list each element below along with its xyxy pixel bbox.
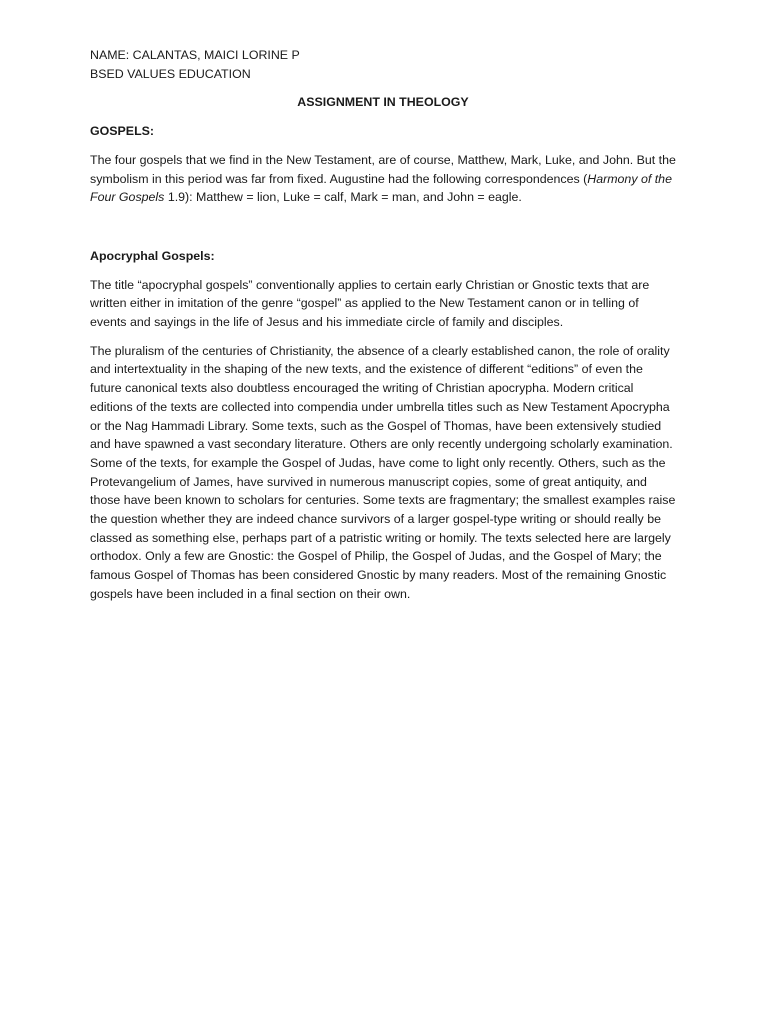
gospels-text-before: The four gospels that we find in the New Testament, are of course, Matthew, Mark, Luke, and John. But the symbolism in this period was far from fixed. Augustine had the following correspondences ( (90, 152, 676, 186)
document-title: ASSIGNMENT IN THEOLOGY (297, 95, 469, 110)
apocryphal-heading: Apocryphal Gospels: (90, 248, 215, 263)
apocryphal-paragraph-1: The title “apocryphal gospels” conventionally applies to certain early Christian or Gnostic texts that are written either in imitation of the genre “gospel” as applied to the New Testament canon or in telling of events and sayings in the life of Jesus and his immediate circle of family and disciples. (90, 277, 650, 330)
student-name: NAME: CALANTAS, MAICI LORINE P (90, 48, 300, 62)
document-page (90, 46, 676, 604)
student-course: BSED VALUES EDUCATION (90, 66, 251, 81)
gospels-text-after: 1.9): Matthew = lion, Luke = calf, Mark = man, and John = eagle. (164, 190, 522, 205)
gospels-paragraph (90, 151, 676, 207)
gospels-heading: GOSPELS: (90, 124, 155, 139)
apocryphal-paragraph-2: The pluralism of the centuries of Christianity, the absence of a clearly established canon, the role of orality and intertextuality in the shaping of the new texts, and the existence of different “editions” of even the future canonical texts also doubtless encouraged the writing of Christian apocrypha. Modern critical editions of the texts are collected into compendia under umbrella titles such as New Testament Apocrypha or the Nag Hammadi Library. Some texts, such as the Gospel of Thomas, have been extensively studied and have spawned a vast secondary literature. Others are only recently undergoing scholarly examination. Some of the texts, for example the Gospel of Judas, have come to light only recently. Others, such as the Protevangelium of James, have survived in numerous manuscript copies, some of great antiquity, and those have been known to scholars for centuries. Some texts are fragmentary; the smallest examples raise the question whether they are indeed chance survivors of a larger gospel-type writing or should really be classed as something else, perhaps part of a patristic writing or homily. The texts selected here are largely orthodox. Only a few are Gnostic: the Gospel of Philip, the Gospel of Judas, and the Gospel of Mary; the famous Gospel of Thomas has been considered Gnostic by many readers. Most of the remaining Gnostic gospels have been included in a final section on their own. (90, 343, 676, 601)
gospels-book-title: Harmony of the Four Gospels (90, 171, 672, 205)
